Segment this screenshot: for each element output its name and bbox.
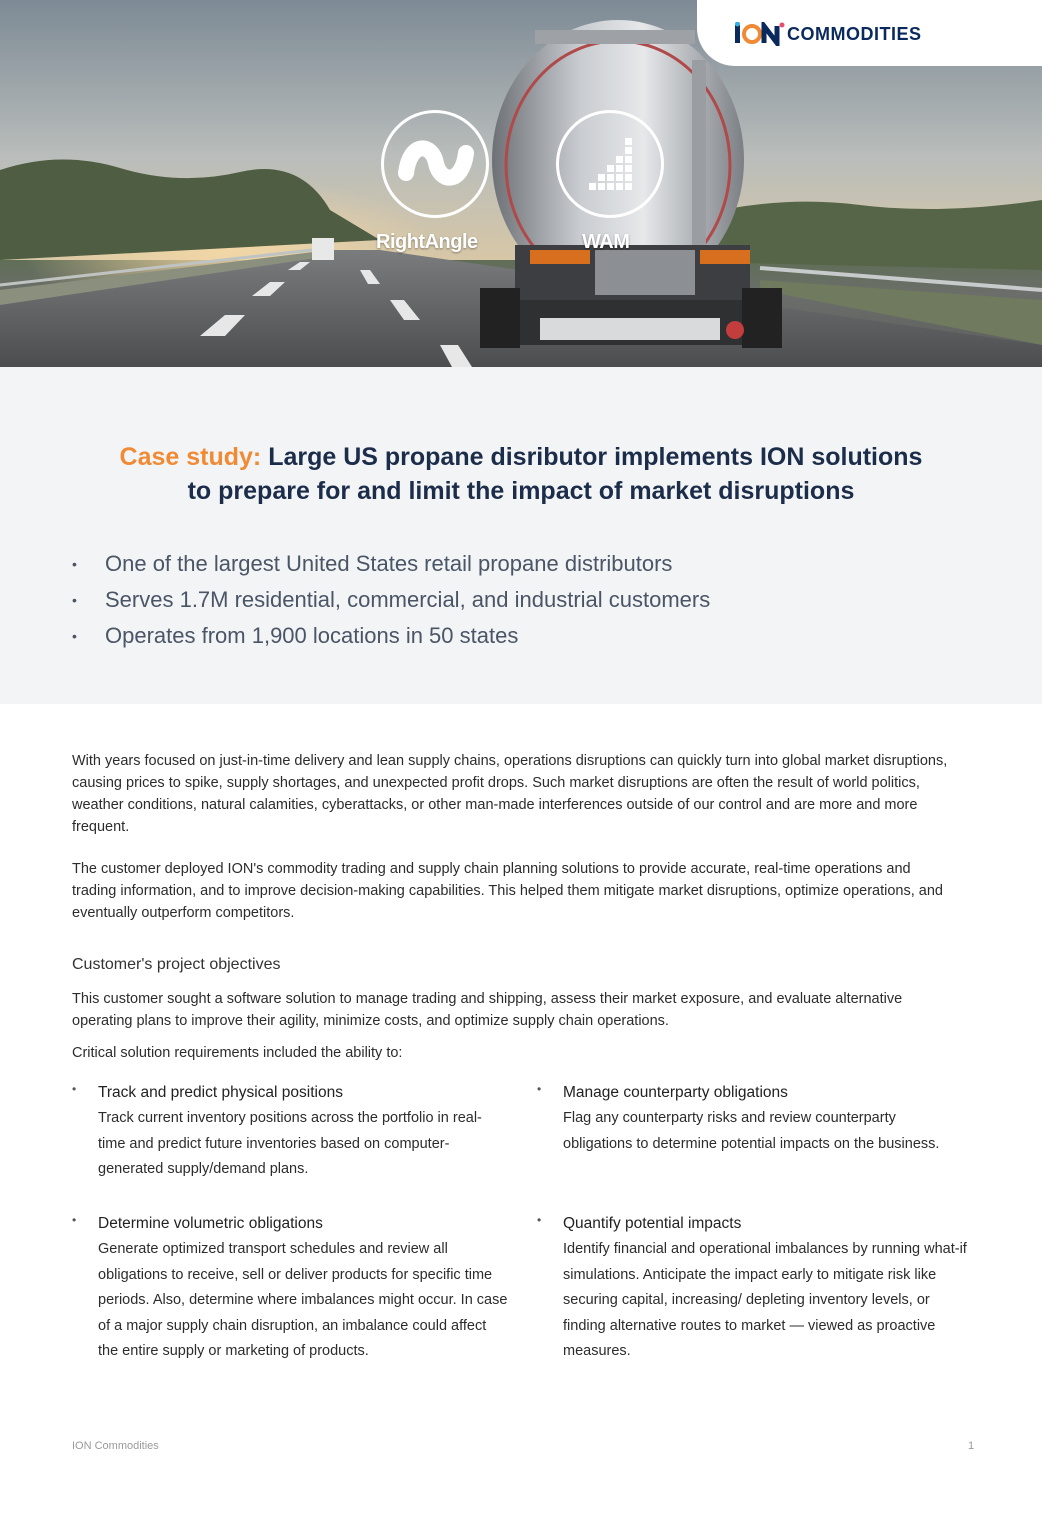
intro-paragraph: With years focused on just-in-time delivery and lean supply chains, operations disruptions can quickly turn into global market disruptions, causing prices to spike, supply shortages, and unexpected profit drops. Such market disruptions are often the result of world politics, weather conditions, natural calamities, cyberattacks, or other man-made interferences outside of our control and are more and more frequent.	[72, 753, 948, 835]
requirement-title: Determine volumetric obligations	[98, 1215, 323, 1232]
product-label-wam: WAM	[582, 231, 630, 253]
bullet-icon: •	[72, 1213, 77, 1227]
page-title	[40, 440, 1002, 508]
rightangle-wave-icon	[381, 110, 489, 218]
list-item: • Serves 1.7M residential, commercial, and industrial customers	[72, 582, 710, 618]
title-accent: Case study:	[119, 443, 262, 471]
title-line-1: Large US propane disributor implements ION solutions	[261, 443, 923, 471]
requirement-item	[537, 1082, 967, 1192]
footer-company: ION Commodities	[72, 1440, 159, 1452]
bullet-icon: •	[72, 628, 77, 644]
wam-bars-icon	[556, 110, 664, 218]
requirement-item	[72, 1213, 508, 1393]
requirement-item	[72, 1082, 502, 1192]
requirement-title: Track and predict physical positions	[98, 1084, 343, 1101]
requirement-title: Quantify potential impacts	[563, 1215, 742, 1232]
requirement-body: Track current inventory positions across the portfolio in real-time and predict future inventories based on computer-generated supply/demand plans.	[98, 1110, 482, 1177]
requirement-body: Generate optimized transport schedules and review all obligations to receive, sell or deliver products for specific time periods. Also, determine where imbalances might occur. In case of a major supply chain disruption, an imbalance could affect the entire supply or marketing of products.	[98, 1241, 508, 1359]
hero-image	[0, 0, 1042, 367]
bullet-icon: •	[72, 1082, 77, 1096]
requirements-intro: Critical solution requirements included the ability to:	[72, 1045, 403, 1061]
product-label-rightangle: RightAngle	[376, 231, 478, 253]
requirement-body: Identify financial and operational imbalances by running what-if simulations. Anticipate the impact early to mitigate risk like securing capital, increasing/ depleting inventory levels, or finding alternative routes to market — viewed as proactive measures.	[563, 1241, 967, 1359]
highlights-list	[72, 546, 710, 654]
objectives-heading: Customer's project objectives	[72, 956, 281, 973]
list-item: • One of the largest United States retail propane distributors	[72, 546, 710, 582]
deployment-paragraph: The customer deployed ION's commodity trading and supply chain planning solutions to provide accurate, real-time operations and trading information, and to improve decision-making capabilities. This helped them mitigate market disruptions, optimize operations, and eventually outperform competitors.	[72, 861, 943, 921]
title-line-2: to prepare for and limit the impact of market disruptions	[187, 477, 855, 505]
bullet-icon: •	[537, 1082, 542, 1096]
requirement-body: Flag any counterparty risks and review counterparty obligations to determine potential impacts on the business.	[563, 1110, 940, 1152]
requirement-item	[537, 1213, 967, 1373]
bullet-icon: •	[537, 1213, 542, 1227]
logo-tab	[697, 0, 1042, 66]
ion-logo-icon	[733, 22, 785, 46]
brand-name: COMMODITIES	[787, 24, 922, 44]
requirement-title: Manage counterparty obligations	[563, 1084, 788, 1101]
objectives-paragraph: This customer sought a software solution to manage trading and shipping, assess their market exposure, and evaluate alternative operating plans to improve their agility, minimize costs, and optimize supply chain operations.	[72, 991, 903, 1029]
page-number: 1	[968, 1440, 975, 1452]
bullet-icon: •	[72, 556, 77, 572]
list-item: • Operates from 1,900 locations in 50 states	[72, 618, 710, 654]
bullet-icon: •	[72, 592, 77, 608]
